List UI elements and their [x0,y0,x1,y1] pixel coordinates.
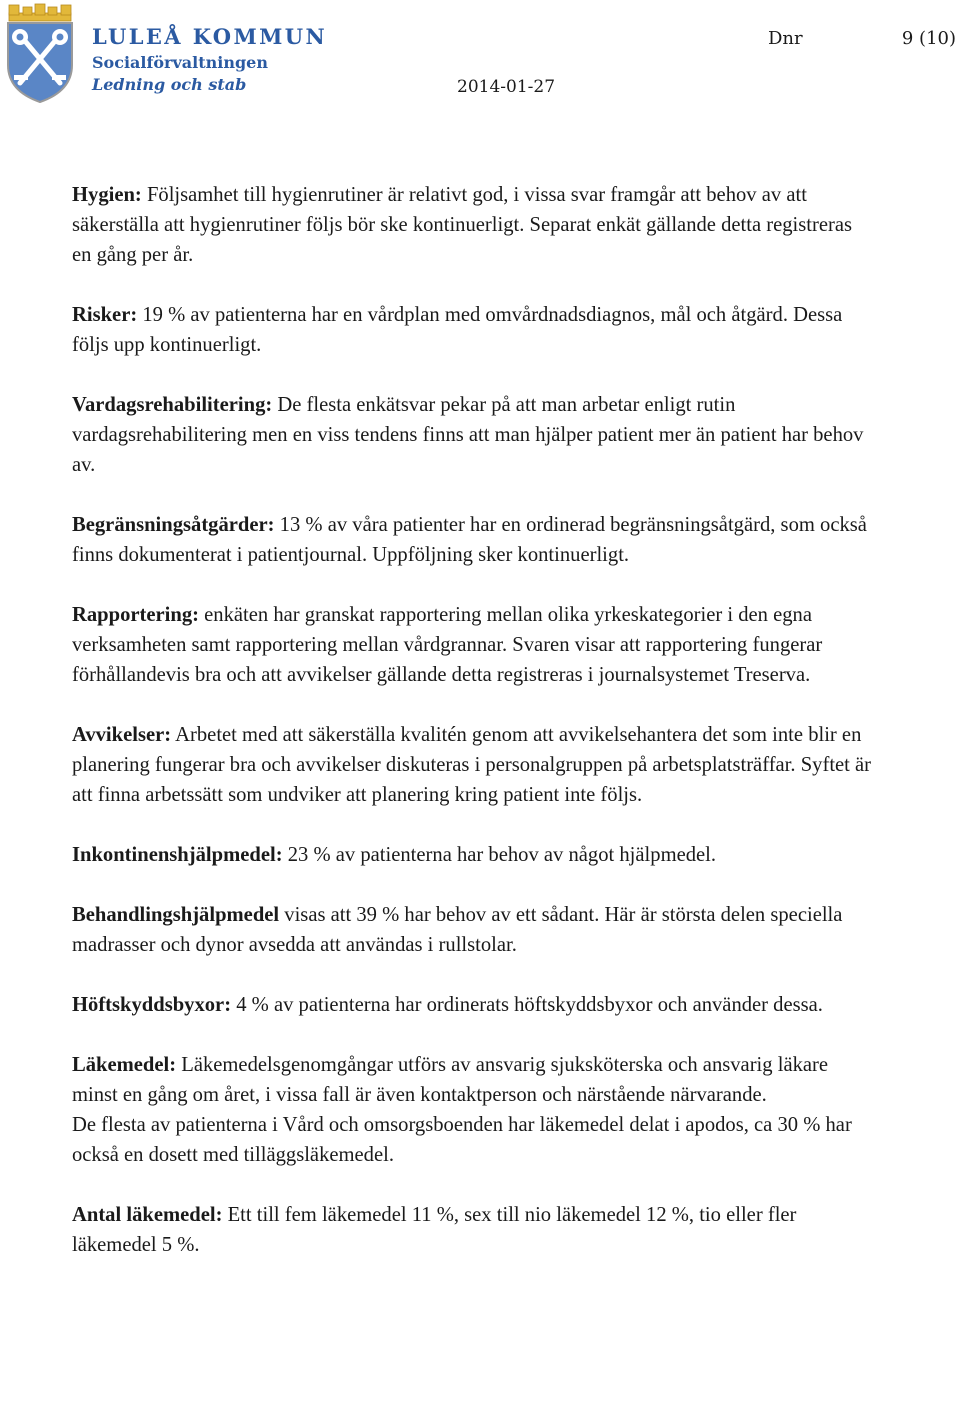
paragraph-inkontinenshjalpmedel [72,840,872,870]
paragraph-hoftskyddsbyxor [72,990,872,1020]
paragraph-begransningsatgarder [72,510,872,570]
paragraph-label: Begränsningsåtgärder: [72,514,275,536]
paragraph-label: Höftskyddsbyxor: [72,994,232,1016]
document-body [72,180,872,1290]
paragraph-text: Läkemedelsgenomgångar utförs av ansvarig sjuksköterska och ansvarig läkare minst en gång om året, i vissa fall är även kontaktperson och närstående närvarande. [72,1054,829,1106]
paragraph-rapportering [72,600,872,690]
paragraph-label: Inkontinenshjälpmedel: [72,844,283,866]
paragraph-behandlingshjalpmedel [72,900,872,960]
unit-name: Ledning och stab [92,75,247,94]
paragraph-apodos [72,1110,872,1170]
paragraph-text: Följsamhet till hygienrutiner är relativt god, i vissa svar framgår att behov av att säkerställa att hygienrutiner följs bör ske kontinuerligt. Separat enkät gällande detta registreras en gång per år. [72,184,853,266]
paragraph-label: Behandlingshjälpmedel [72,904,280,926]
paragraph-text: De flesta av patienterna i Vård och omsorgsboenden har läkemedel delat i apodos, ca 30 % har också en dosett med tilläggsläkemedel. [72,1114,852,1166]
paragraph-avvikelser [72,720,872,810]
paragraph-text: 19 % av patienterna har en vårdplan med omvårdnadsdiagnos, mål och åtgärd. Dessa följs upp kontinuerligt. [72,304,843,356]
paragraph-text: 4 % av patienterna har ordinerats höftskyddsbyxor och använder dessa. [231,994,823,1016]
paragraph-text: Ett till fem läkemedel 11 %, sex till nio läkemedel 12 %, tio eller fler läkemedel 5 %. [72,1204,797,1256]
paragraph-label: Vardagsrehabilitering: [72,394,273,416]
department-name: Socialförvaltningen [92,53,268,72]
lulea-coat-of-arms-icon [4,3,76,103]
page-number: 9 (10) [901,28,956,49]
paragraph-label: Avvikelser: [72,724,172,746]
paragraph-hygien [72,180,872,270]
organization-name: LULEÅ KOMMUN [92,24,328,49]
paragraph-vardagsrehabilitering [72,390,872,480]
paragraph-text: 13 % av våra patienter har en ordinerad begränsningsåtgärd, som också finns dokumenterat i patientjournal. Uppföljning sker kontinuerligt. [72,514,867,566]
paragraph-text: enkäten har granskat rapportering mellan olika yrkeskategorier i den egna verksamheten samt rapportering mellan vårdgrannar. Svaren visar att rapportering fungerar förhållandevis bra och att avvikelser gällande detta registreras i journalsystemet Treserva. [72,604,823,686]
paragraph-label: Rapportering: [72,604,199,626]
dnr-label: Dnr [768,28,803,49]
paragraph-label: Antal läkemedel: [72,1204,223,1226]
paragraph-antal-lakemedel [72,1200,872,1260]
paragraph-text: 23 % av patienterna har behov av något hjälpmedel. [282,844,717,866]
organization-header [92,24,327,96]
paragraph-text: Arbetet med att säkerställa kvalitén genom att avvikelsehantera det som inte blir en planering fungerar bra och avvikelser diskuteras i personalgruppen på arbetsplatsträffar. Syftet är att finna arbetssätt som undviker att planering kring patient inte följs. [72,724,872,806]
paragraph-text: visas att 39 % har behov av ett sådant. Här är största delen speciella madrasser och dynor avsedda att användas i rullstolar. [72,904,843,956]
paragraph-lakemedel [72,1050,872,1110]
document-date: 2014-01-27 [457,77,556,97]
paragraph-risker [72,300,872,360]
paragraph-label: Hygien: [72,184,142,206]
paragraph-label: Läkemedel: [72,1054,177,1076]
paragraph-label: Risker: [72,304,138,326]
paragraph-text: De flesta enkätsvar pekar på att man arbetar enligt rutin vardagsrehabilitering men en viss tendens finns att man hjälper patient mer än patient har behov av. [72,394,864,476]
